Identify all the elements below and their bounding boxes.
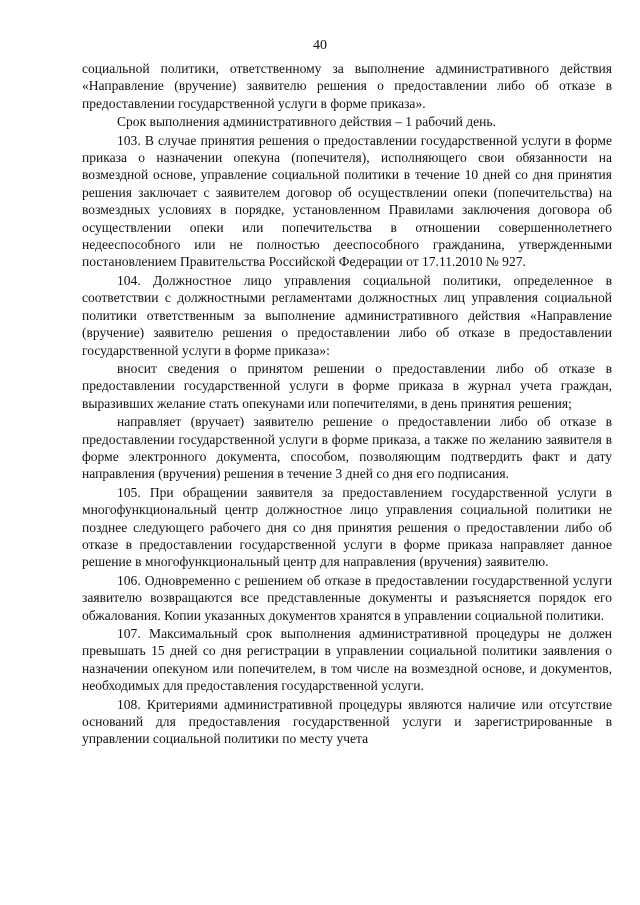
paragraph-104: 104. Должностное лицо управления социальной политики, определенное в соответствии с должностными регламентами должностных лиц управления социальной политики ответственным за выполнение административного действия «Направление (вручение) заявителю решения о предоставлении либо об отказе в предоставлении государственной услуги в форме приказа»: (82, 272, 612, 358)
paragraph-104-item-1: вносит сведения о принятом решении о предоставлении либо об отказе в предоставлении государственной услуги в форме приказа в журнал учета граждан, выразивших желание стать опекунами или попечителями, в день принятия решения; (82, 360, 612, 411)
paragraph-104-item-2: направляет (вручает) заявителю решение о предоставлении либо об отказе в предоставлении государственной услуги в форме приказа, а также по желанию заявителя в форме электронного документа, способом, позволяющим подтвердить факт и дату направления (вручения) решения в течение 3 дней со дня его подписания. (82, 414, 612, 482)
paragraph-107: 107. Максимальный срок выполнения административной процедуры не должен превышать 15 дней со дня регистрации в управлении социальной политики заявления о назначении опекуном или попечителем, в том числе на возмездной основе, и документов, необходимых для предоставления государственной услуги. (82, 626, 612, 694)
document-body (82, 60, 612, 748)
paragraph-103: 103. В случае принятия решения о предоставлении государственной услуги в форме приказа о назначении опекуна (попечителя), исполняющего свои обязанности на возмездной основе, управление социальной политики в течение 10 дней со дня принятия решения заключает с заявителем договор об осуществлении опеки (попечительства) на возмездных условиях в порядке, установленном Правилами заключения договора об осуществлении опеки или попечительства в отношении совершеннолетнего недееспособного или не полностью дееспособного гражданина, утвержденными постановлением Правительства Российской Федерации от 17.11.2010 № 927. (82, 132, 612, 270)
paragraph-105: 105. При обращении заявителя за предоставлением государственной услуги в многофункциональный центр должностное лицо управления социальной политики не позднее следующего рабочего дня со дня принятия решения о предоставлении либо об отказе в предоставлении государственной услуги в форме приказа направляет данное решение в многофункциональный центр для направления (вручения) заявителю. (82, 484, 612, 570)
paragraph-continuation: социальной политики, ответственному за выполнение административного действия «Направление (вручение) заявителю решения о предоставлении либо об отказе в предоставлении государственной услуги в форме приказа». (82, 61, 612, 111)
page-number: 40 (313, 38, 327, 53)
paragraph-106: 106. Одновременно с решением об отказе в предоставлении государственной услуги заявителю возвращаются все представленные документы и разъясняется порядок его обжалования. Копии указанных документов хранятся в управлении социальной политики. (82, 572, 612, 623)
paragraph-deadline: Срок выполнения административного действия – 1 рабочий день. (117, 114, 496, 130)
paragraph-108: 108. Критериями административной процедуры являются наличие или отсутствие оснований для предоставления государственной услуги и зарегистрированные в управлении социальной политики по месту учета (82, 696, 612, 747)
